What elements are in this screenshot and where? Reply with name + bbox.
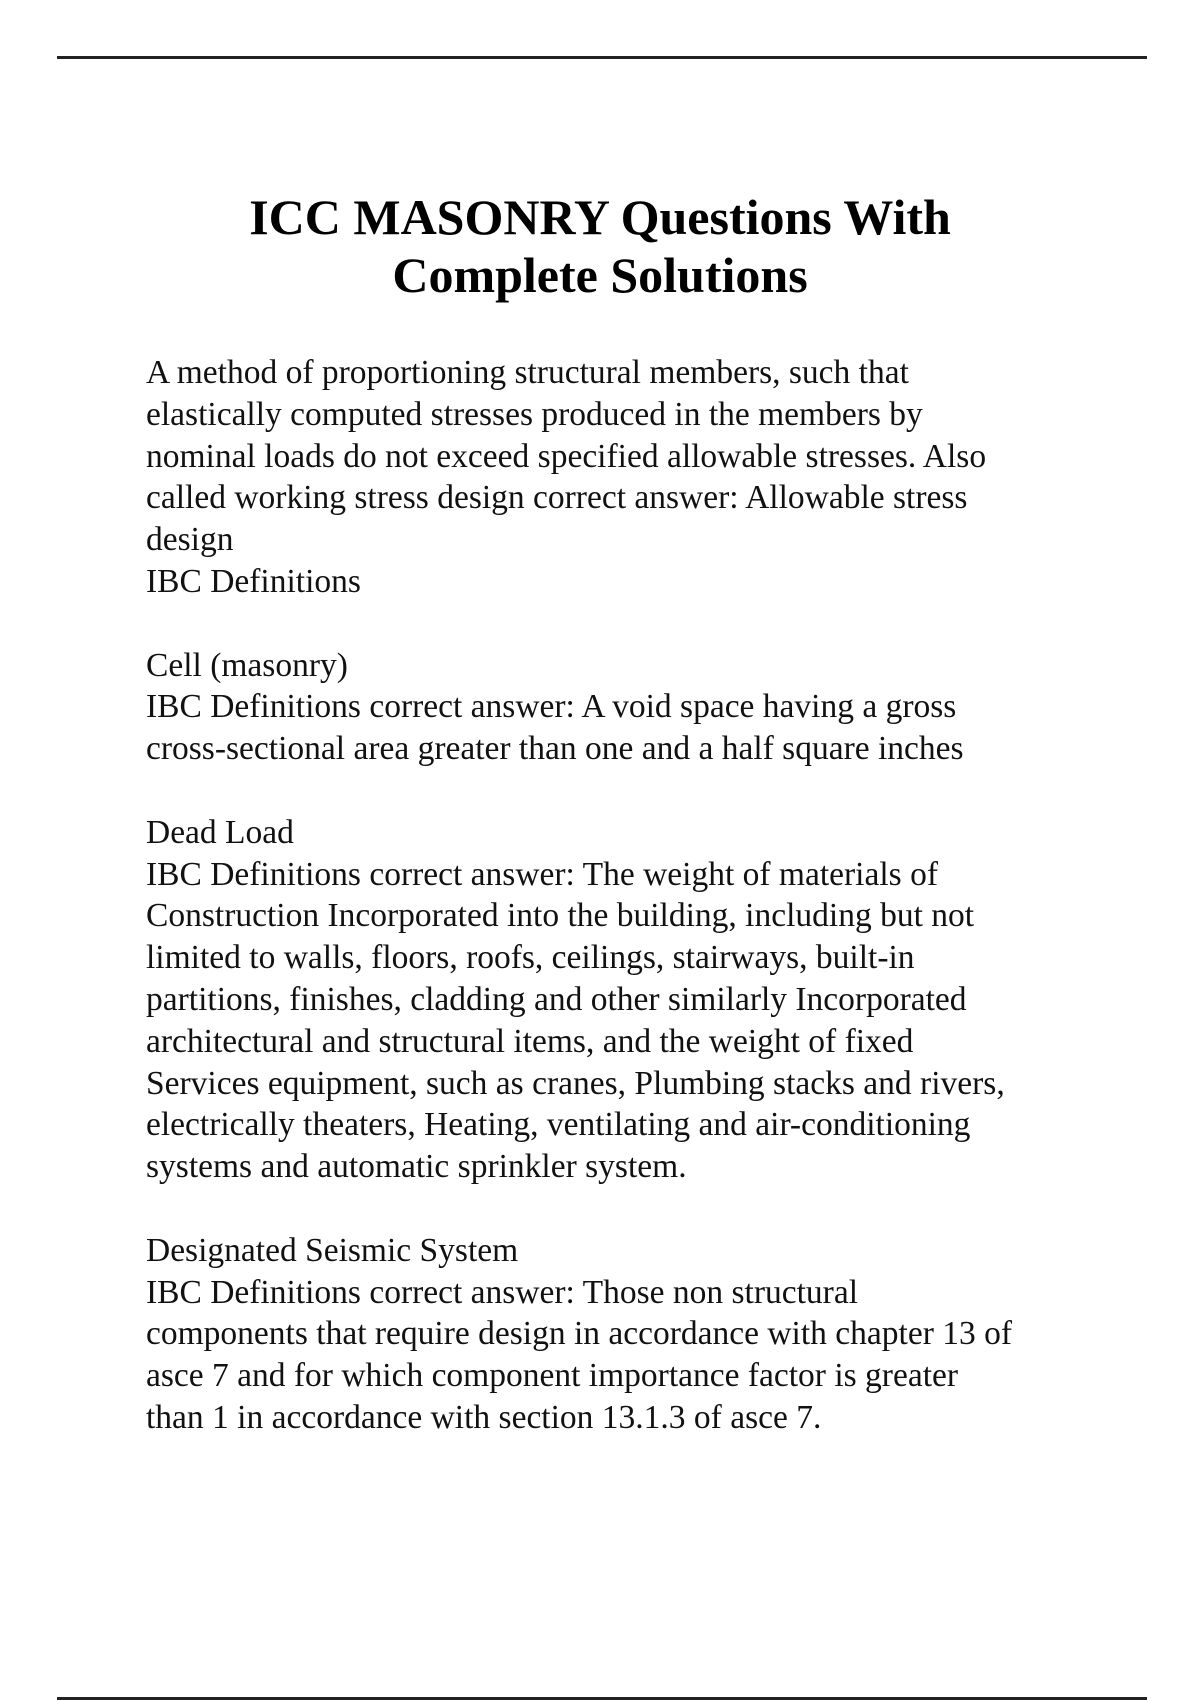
page-title: [0, 188, 1200, 304]
text-line: electrically theaters, Heating, ventilating and air-conditioning: [146, 1106, 971, 1144]
text-line: partitions, finishes, cladding and other similarly Incorporated: [146, 980, 967, 1018]
text-line: IBC Definitions correct answer: The weight of materials of: [146, 855, 938, 893]
text-line: limited to walls, floors, roofs, ceilings, stairways, built-in: [146, 939, 915, 977]
qa-entry-dead-load: [146, 812, 1106, 1188]
header-rule: [57, 56, 1147, 59]
text-line: design: [146, 521, 234, 559]
question-term: Dead Load: [146, 813, 294, 851]
title-line-1: ICC MASONRY Questions With: [249, 189, 951, 245]
text-line: components that require design in accordance with chapter 13 of: [146, 1315, 1013, 1353]
text-line: systems and automatic sprinkler system.: [146, 1148, 687, 1186]
question-term: Cell (masonry): [146, 646, 348, 684]
text-line: asce 7 and for which component importance factor is greater: [146, 1357, 959, 1395]
text-line: cross-sectional area greater than one and a half square inches: [146, 730, 964, 768]
text-line: Construction Incorporated into the building, including but not: [146, 897, 975, 935]
qa-entry-allowable-stress-design: [146, 352, 1106, 603]
qa-entry-designated-seismic-system: [146, 1230, 1106, 1439]
document-body: [146, 352, 1106, 1481]
text-line: than 1 in accordance with section 13.1.3 of asce 7.: [146, 1398, 822, 1436]
text-line: IBC Definitions correct answer: Those non structural: [146, 1273, 859, 1311]
text-line: architectural and structural items, and the weight of fixed: [146, 1022, 914, 1060]
qa-entry-cell-masonry: [146, 645, 1106, 770]
text-line: elastically computed stresses produced in the members by: [146, 395, 923, 433]
text-line: nominal loads do not exceed specified allowable stresses. Also: [146, 437, 987, 475]
title-line-2: Complete Solutions: [392, 247, 808, 303]
text-line: called working stress design correct answer: Allowable stress: [146, 479, 968, 517]
question-term: Designated Seismic System: [146, 1231, 519, 1269]
text-line: IBC Definitions: [146, 562, 361, 600]
text-line: IBC Definitions correct answer: A void space having a gross: [146, 688, 957, 726]
text-line: Services equipment, such as cranes, Plumbing stacks and rivers,: [146, 1064, 1005, 1102]
text-line: A method of proportioning structural members, such that: [146, 354, 909, 391]
